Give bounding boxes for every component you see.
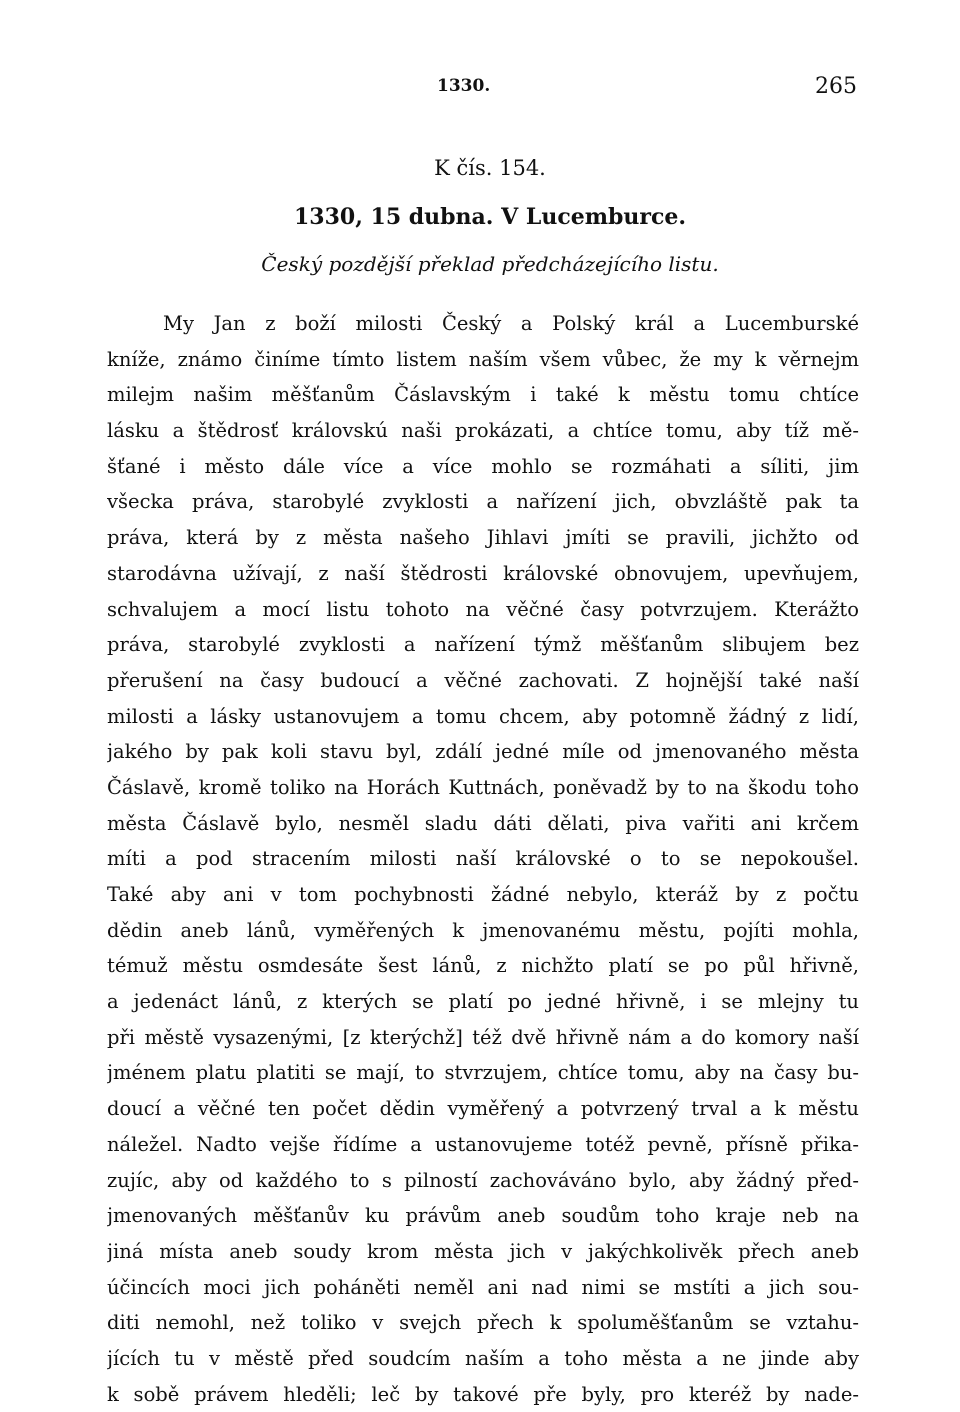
text-line: a jedenáct lánů, z kterých se platí po jedné hřivně, i se mlejny tu [107,990,859,1014]
page-number: 265 [815,74,857,99]
text-line: města Čáslavě bylo, nesměl sladu dáti dělati, piva vařiti ani krčem [107,811,859,835]
text-line: Čáslavě, kromě toliko na Horách Kuttnách, poněvadž by to na škodu toho [107,775,859,799]
text-line: jiná místa aneb soudy krom města jich v jakýchkolivěk přech aneb [107,1239,859,1263]
text-line: schvalujem a mocí listu tohoto na věčné časy potvrzujem. Kterážto [107,597,859,621]
text-line: účincích moci jich poháněti neměl ani nad nimi se mstíti a jich sou- [107,1275,859,1299]
body-text [107,306,859,1412]
text-line: My Jan z boží milosti Český a Polský král a Lucemburské [163,312,859,335]
text-line: šťané i město dále více a více mohlo se rozmáhati a síliti, jim [107,454,859,478]
text-line: dědin aneb lánů, vyměřených k jmenovanému městu, pojíti mohla, [107,918,859,942]
document-subtitle: Český pozdější překlad předcházejícího listu. [261,252,719,276]
text-line: náležel. Nadto vejše řídíme a ustanovujeme totéž pevně, přísně přika- [107,1132,859,1156]
running-head [107,76,857,106]
text-line: jmenovaných měšťanův ku právům aneb soudům toho kraje neb na [107,1204,859,1228]
text-line: starodávna užívají, z naší štědrosti královské obnovujem, upevňujem, [107,561,859,585]
text-line: míti a pod stracením milosti naší královské o to se nepokoušel. [107,847,859,871]
text-line: Také aby ani v tom pochybnosti žádné nebylo, kteráž by z počtu [107,883,859,906]
text-line: kníže, známo činíme tímto listem naším všem vůbec, že my k věrnejm [107,347,859,371]
text-line: jakého by pak koli stavu byl, zdálí jedné míle od jmenovaného města [107,740,859,764]
text-line: k sobě právem hleděli; leč by takové pře byly, pro kteréž by nade- [107,1382,859,1406]
text-line: témuž městu osmdesáte šest lánů, z nichžto platí se po půl hřivně, [107,954,859,978]
text-line: zujíc, aby od každého to s pilností zachováváno bylo, aby žádný před- [107,1168,859,1192]
text-line: všecka práva, starobylé zvyklosti a nařízení jich, obvzláště pak ta [107,490,859,514]
year-heading: 1330. [437,76,491,96]
text-line: lásku a štědrosť královskú naši prokázati, a chtíce tomu, aby tíž mě- [107,419,859,443]
text-line: práva, která by z města našeho Jihlavi jmíti se pravili, jichžto od [107,526,859,550]
text-line: při městě vysazenými, [z kterýchž] též dvě hřivně nám a do komory naší [107,1025,859,1049]
text-line: diti nemohl, než toliko v svejch přech k spoluměšťanům se vztahu- [107,1311,859,1335]
dateline: 1330, 15 dubna. V Lucemburce. [293,204,687,230]
document-number: K čís. 154. [434,156,546,180]
text-line: milejm našim měšťanům Čáslavským i také k městu tomu chtíce [107,383,859,407]
text-line: jménem platu platiti se mají, to stvrzujem, chtíce tomu, aby na časy bu- [107,1061,859,1085]
text-line: doucí a věčné ten počet dědin vyměřený a potvrzený trval a k městu [107,1097,859,1121]
text-line: přerušení na časy budoucí a věčné zachovati. Z hojnější také naší [107,668,859,692]
text-line: milosti a lásky ustanovujem a tomu chcem, aby potomně žádný z lidí, [107,704,859,728]
text-line: práva, starobylé zvyklosti a nařízení týmž měšťanům slibujem bez [107,633,859,657]
text-line: jících tu v městě před soudcím naším a toho města a ne jinde aby [107,1346,859,1370]
